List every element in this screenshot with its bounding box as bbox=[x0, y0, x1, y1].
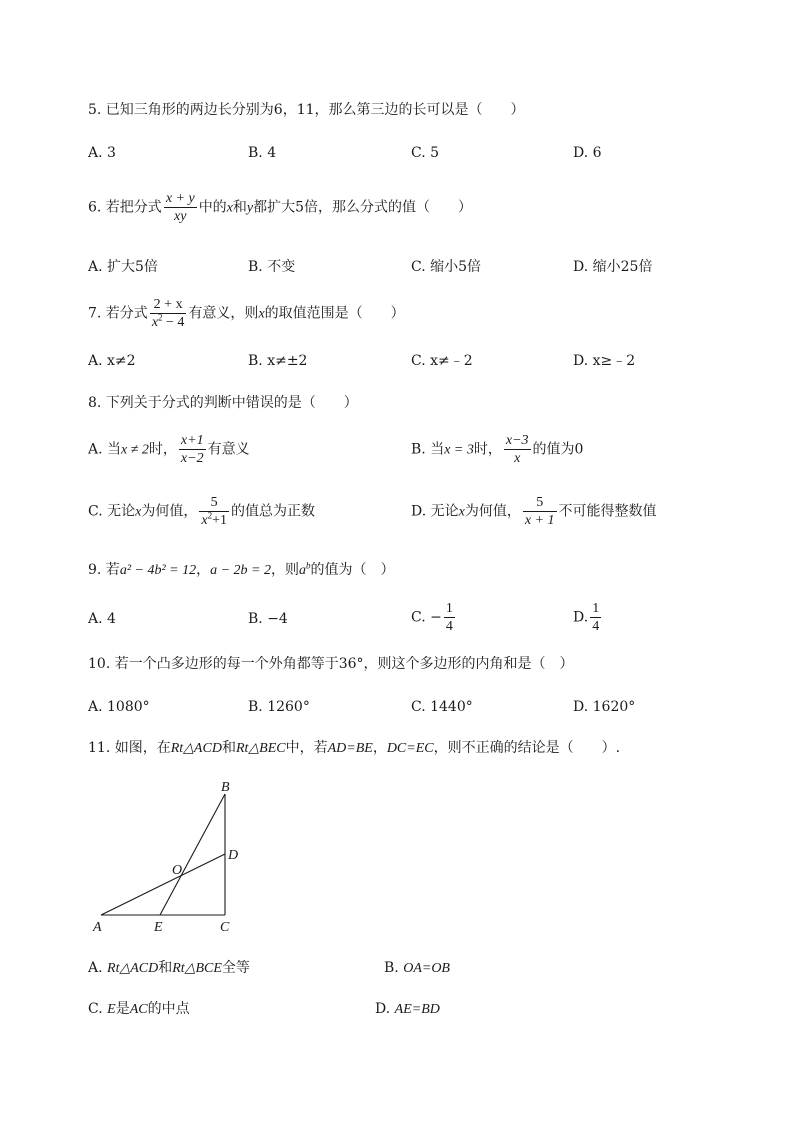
q11-option-b: B. OA=OB bbox=[384, 960, 450, 976]
q5-option-b: B. 4 bbox=[248, 145, 277, 161]
q11-tri2: Rt△BEC bbox=[235, 741, 286, 756]
q10-option-b: B. 1260° bbox=[248, 699, 310, 715]
q7-frac-numerator: 2 + x bbox=[150, 296, 187, 314]
segment-be bbox=[160, 794, 225, 915]
q10-option-d: D. 1620° bbox=[573, 699, 636, 715]
q8-c-fraction: $\frac{5}{x^2+1}$ bbox=[201, 495, 227, 528]
q10-option-a: A. 1080° bbox=[88, 699, 150, 715]
q9-option-c: C. − $\frac{1}{4}$ bbox=[411, 601, 453, 634]
q8-option-a: A. 当x ≠ 2时， $\frac{x+1}{x-2}$ 有意义 bbox=[88, 433, 250, 466]
q6-option-a: A. 扩大5倍 bbox=[88, 259, 158, 275]
q11-option-c: C. E是AC的中点 bbox=[88, 1001, 190, 1017]
q5-stem: 5. 已知三角形的两边长分别为6，11，那么第三边的长可以是（ ） bbox=[88, 102, 525, 118]
q6-fraction bbox=[164, 190, 197, 225]
q6-mid2: 和 bbox=[232, 199, 247, 216]
q11-option-d: D. AE=BD bbox=[375, 1001, 440, 1017]
q9-d-fraction: $\frac{1}{4}$ bbox=[592, 601, 600, 634]
q6-suffix: 都扩大5倍，那么分式的值（ ） bbox=[253, 199, 473, 216]
q8-stem: 8. 下列关于分式的判断中错误的是（ ） bbox=[88, 395, 358, 411]
q9-stem: 9. 若a² − 4b² = 12，a − 2b = 2，则$a^b$的值为（ ） bbox=[88, 560, 395, 578]
q8-b-condition: x = 3 bbox=[444, 442, 474, 458]
q6-frac-numerator: x + y bbox=[165, 191, 195, 206]
q6-var-x: x bbox=[226, 200, 233, 216]
q7-prefix: 7. 若分式 bbox=[88, 305, 148, 322]
q7-mid: 有意义，则 bbox=[188, 305, 259, 322]
q5-option-d: D. 6 bbox=[573, 145, 602, 161]
q8-c-var: x bbox=[135, 504, 142, 520]
q8-a-condition: x ≠ 2 bbox=[121, 442, 149, 458]
q7-suffix: 的取值范围是（ ） bbox=[264, 305, 405, 322]
q7-fraction bbox=[150, 296, 187, 331]
segment-ad bbox=[101, 854, 225, 915]
q6-mid1: 中的 bbox=[198, 199, 227, 216]
q7-frac-denominator: $x^2 - 4$ bbox=[151, 312, 185, 330]
q8-d-var: x bbox=[458, 504, 465, 520]
q7-option-c: C. x≠﹣2 bbox=[411, 353, 473, 369]
label-d: D bbox=[228, 848, 239, 863]
q11-cond1: AD=BE bbox=[327, 741, 373, 756]
q11-option-a: A. Rt△ACD和Rt△BCE全等 bbox=[88, 960, 250, 976]
q9-option-b: B. −4 bbox=[248, 611, 288, 627]
q9-eq1: a² − 4b² = 12 bbox=[119, 563, 197, 578]
label-e: E bbox=[154, 920, 163, 935]
q8-b-fraction: $\frac{x-3}{x}$ bbox=[505, 433, 529, 466]
q7-option-b: B. x≠±2 bbox=[248, 353, 308, 369]
q6-var-y: y bbox=[246, 200, 254, 216]
q8-d-fraction: $\frac{5}{x + 1}$ bbox=[524, 495, 555, 528]
q9-expr: $a^b$ bbox=[299, 560, 311, 578]
q7-option-d: D. x≥﹣2 bbox=[573, 353, 636, 369]
label-b: B bbox=[221, 780, 230, 795]
q9-eq2: a − 2b = 2 bbox=[210, 563, 272, 578]
q11-stem: 11. 如图，在Rt△ACD和Rt△BEC中，若AD=BE，DC=EC，则不正确的结论是（ ）. bbox=[88, 740, 621, 756]
q5-option-c: C. 5 bbox=[411, 145, 440, 161]
q5-option-a: A. 3 bbox=[88, 145, 116, 161]
q6-frac-denominator: xy bbox=[174, 209, 187, 224]
q11-figure bbox=[88, 778, 258, 940]
q11-tri1: Rt△ACD bbox=[170, 741, 222, 756]
q7-var-x: x bbox=[258, 306, 265, 322]
q8-option-d: D. 无论x为何值， $\frac{5}{x + 1}$ 不可能得整数值 bbox=[411, 495, 657, 528]
q7-option-a: A. x≠2 bbox=[88, 353, 136, 369]
q11-cond2: DC=EC bbox=[386, 741, 434, 756]
label-o: O bbox=[172, 863, 183, 878]
q9-option-d: D. $\frac{1}{4}$ bbox=[573, 601, 600, 634]
q6-stem bbox=[88, 190, 472, 225]
q6-option-c: C. 缩小5倍 bbox=[411, 259, 482, 275]
q9-option-a: A. 4 bbox=[88, 611, 116, 627]
label-c: C bbox=[220, 920, 230, 935]
q6-option-b: B. 不变 bbox=[248, 259, 296, 275]
q9-c-fraction: $\frac{1}{4}$ bbox=[445, 601, 453, 634]
q7-stem bbox=[88, 296, 405, 331]
q8-a-fraction: $\frac{x+1}{x-2}$ bbox=[180, 433, 204, 466]
q10-option-c: C. 1440° bbox=[411, 699, 473, 715]
q8-option-c: C. 无论x为何值， $\frac{5}{x^2+1}$ 的值总为正数 bbox=[88, 495, 315, 528]
q6-prefix: 6. 若把分式 bbox=[88, 199, 162, 216]
q8-option-b: B. 当x = 3时， $\frac{x-3}{x}$ 的值为0 bbox=[411, 433, 584, 466]
q11-figure-lines bbox=[101, 794, 225, 915]
q6-option-d: D. 缩小25倍 bbox=[573, 259, 653, 275]
q10-stem: 10. 若一个凸多边形的每一个外角都等于36°，则这个多边形的内角和是（ ） bbox=[88, 656, 574, 672]
label-a: A bbox=[93, 920, 102, 935]
